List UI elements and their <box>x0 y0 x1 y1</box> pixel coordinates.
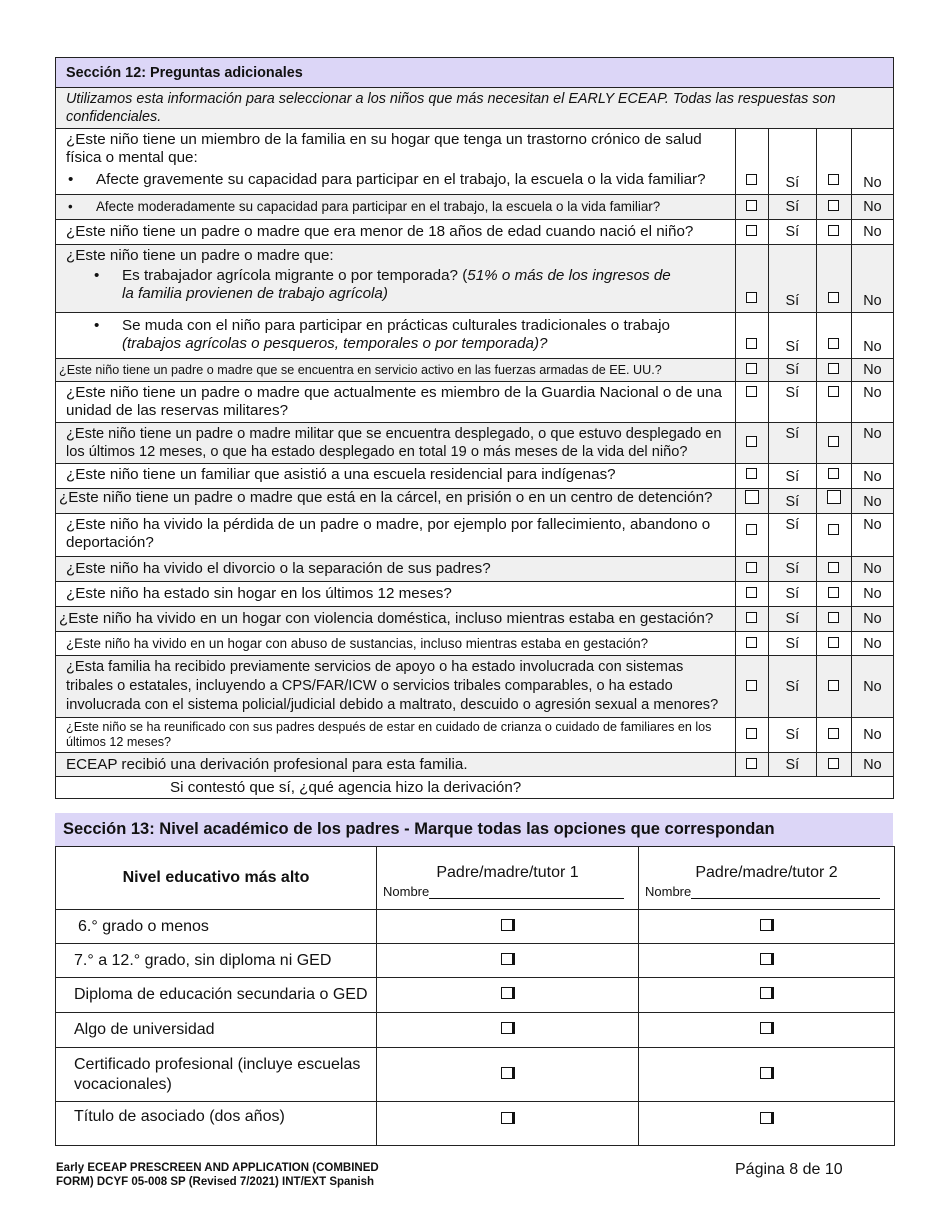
no-label: No <box>851 514 893 557</box>
question-label: ¿Este niño tiene un padre o madre que se encuentra en servicio activo en las fuerzas armadas de EE. UU.? <box>56 359 736 382</box>
no-checkbox[interactable] <box>828 174 839 185</box>
no-label: No <box>851 656 893 718</box>
yes-label: Sí <box>768 129 816 195</box>
yes-checkbox[interactable] <box>746 524 757 535</box>
yes-label: Sí <box>768 464 816 489</box>
no-checkbox[interactable] <box>828 200 839 211</box>
bullet: • <box>94 317 100 334</box>
question-label: ¿Este niño tiene un padre o madre que actualmente es miembro de la Guardia Nacional o de una unidad de las reservas militares? <box>56 382 736 423</box>
parent-1-checkbox[interactable] <box>501 953 515 965</box>
section-13 <box>55 846 895 1146</box>
question-label: ¿Este niño ha vivido la pérdida de un padre o madre, por ejemplo por fallecimiento, abandono o deportación? <box>56 514 736 557</box>
yes-checkbox[interactable] <box>746 338 757 349</box>
yes-checkbox[interactable] <box>746 562 757 573</box>
no-checkbox[interactable] <box>828 680 839 691</box>
question-label: ¿Este niño ha vivido en un hogar con violencia doméstica, incluso mientras estaba en gestación? <box>56 607 736 632</box>
parent-2-checkbox[interactable] <box>760 919 774 931</box>
education-level-label: Diploma de educación secundaria o GED <box>56 978 377 1013</box>
no-checkbox[interactable] <box>828 386 839 397</box>
question-label: ¿Este niño tiene un familiar que asistió a una escuela residencial para indígenas? <box>56 464 736 489</box>
no-label: No <box>851 753 893 777</box>
yes-checkbox[interactable] <box>745 490 759 504</box>
page-number: Página 8 de 10 <box>735 1161 843 1178</box>
question-label: ¿Este niño tiene un padre o madre que era menor de 18 años de edad cuando nació el niño? <box>56 220 736 245</box>
question-label: ¿Este niño se ha reunificado con sus padres después de estar en cuidado de crianza o cuidado de familiares en los últimos 12 meses? <box>56 718 736 753</box>
yes-checkbox[interactable] <box>746 587 757 598</box>
question-label: Afecte gravemente su capacidad para participar en el trabajo, la escuela o la vida familiar? <box>96 171 706 188</box>
yes-checkbox[interactable] <box>746 386 757 397</box>
no-checkbox[interactable] <box>828 225 839 236</box>
no-checkbox[interactable] <box>828 637 839 648</box>
question-note: 51% o más de los ingresos de la familia provienen de trabajo agrícola) <box>122 267 671 302</box>
parent-2-checkbox[interactable] <box>760 987 774 999</box>
bullet: • <box>68 171 74 188</box>
no-label: No <box>851 464 893 489</box>
name-label: Nombre <box>645 883 692 899</box>
section-12-title: Sección 12: Preguntas adicionales <box>56 58 894 88</box>
question-label: ¿Este niño ha vivido el divorcio o la separación de sus padres? <box>56 557 736 582</box>
yes-label: Sí <box>768 313 816 359</box>
no-checkbox[interactable] <box>828 612 839 623</box>
parent-1-checkbox[interactable] <box>501 1112 515 1124</box>
parent-2-checkbox[interactable] <box>760 953 774 965</box>
yes-checkbox[interactable] <box>746 292 757 303</box>
parent-2-header: Padre/madre/tutor 2 <box>695 863 838 881</box>
yes-label: Sí <box>768 359 816 382</box>
section-13-title: Sección 13: Nivel académico de los padres - Marque todas las opciones que correspondan <box>55 813 893 846</box>
parent-1-checkbox[interactable] <box>501 919 515 931</box>
yes-label: Sí <box>768 423 816 464</box>
yes-label: Sí <box>768 245 816 313</box>
education-level-label: Certificado profesional (incluye escuelas vocacionales) <box>56 1048 377 1102</box>
no-label: No <box>851 607 893 632</box>
no-checkbox[interactable] <box>828 338 839 349</box>
parent-1-checkbox[interactable] <box>501 1067 515 1079</box>
no-checkbox[interactable] <box>828 758 839 769</box>
parent-2-name-input[interactable] <box>691 886 880 899</box>
bullet: • <box>68 199 73 214</box>
parent-1-checkbox[interactable] <box>501 987 515 999</box>
yes-checkbox[interactable] <box>746 174 757 185</box>
yes-label: Sí <box>768 656 816 718</box>
yes-checkbox[interactable] <box>746 612 757 623</box>
no-label: No <box>851 313 893 359</box>
yes-label: Sí <box>768 753 816 777</box>
yes-checkbox[interactable] <box>746 225 757 236</box>
question-label: ¿Este niño ha estado sin hogar en los últimos 12 meses? <box>56 582 736 607</box>
question-label: Afecte moderadamente su capacidad para participar en el trabajo, la escuela o la vida familiar? <box>96 199 661 214</box>
education-level-label: 6.° grado o menos <box>56 910 377 944</box>
no-label: No <box>851 129 893 195</box>
no-label: No <box>851 195 893 220</box>
yes-label: Sí <box>768 557 816 582</box>
question-label: Se muda con el niño para participar en prácticas culturales tradicionales o trabajo <box>122 317 670 334</box>
no-label: No <box>851 382 893 423</box>
bullet: • <box>94 267 100 284</box>
yes-checkbox[interactable] <box>746 758 757 769</box>
no-label: No <box>851 359 893 382</box>
no-checkbox[interactable] <box>828 728 839 739</box>
question-label: ¿Esta familia ha recibido previamente servicios de apoyo o ha estado involucrada con sistemas tribales o estatales, incluyendo a CPS/FAR/ICW o servicios tribales comparables, o ha estado involucrada con el sistema policial/judicial debido a maltrato, descuido o agresión sexual a menores? <box>56 656 736 718</box>
no-checkbox[interactable] <box>828 292 839 303</box>
no-checkbox[interactable] <box>827 490 841 504</box>
question-label: Es trabajador agrícola migrante o por temporada? ( <box>122 267 468 284</box>
no-label: No <box>851 718 893 753</box>
form-id-line-1: Early ECEAP PRESCREEN AND APPLICATION (COMBINED <box>56 1162 379 1174</box>
question-label: ¿Este niño tiene un miembro de la familia en su hogar que tenga un trastorno crónico de salud física o mental que: <box>66 131 702 166</box>
no-label: No <box>851 557 893 582</box>
parent-1-checkbox[interactable] <box>501 1022 515 1034</box>
yes-checkbox[interactable] <box>746 363 757 374</box>
yes-label: Sí <box>768 632 816 656</box>
yes-label: Sí <box>768 718 816 753</box>
question-label: ¿Este niño tiene un padre o madre que está en la cárcel, en prisión o en un centro de detención? <box>56 489 736 514</box>
yes-checkbox[interactable] <box>746 436 757 447</box>
question-label: ECEAP recibió una derivación profesional para esta familia. <box>56 753 736 777</box>
yes-label: Sí <box>768 489 816 514</box>
education-level-label: Título de asociado (dos años) <box>56 1102 377 1146</box>
parent-2-checkbox[interactable] <box>760 1067 774 1079</box>
yes-label: Sí <box>768 514 816 557</box>
form-id-line-2: FORM) DCYF 05-008 SP (Revised 7/2021) INT/EXT Spanish <box>56 1176 375 1188</box>
yes-checkbox[interactable] <box>746 200 757 211</box>
question-label: ¿Este niño ha vivido en un hogar con abuso de sustancias, incluso mientras estaba en gestación? <box>56 632 736 656</box>
yes-checkbox[interactable] <box>746 468 757 479</box>
question-label: ¿Este niño tiene un padre o madre que: <box>66 247 334 264</box>
yes-checkbox[interactable] <box>746 637 757 648</box>
no-checkbox[interactable] <box>828 436 839 447</box>
yes-label: Sí <box>768 607 816 632</box>
no-checkbox[interactable] <box>828 524 839 535</box>
yes-label: Sí <box>768 195 816 220</box>
question-note: (trabajos agrícolas o pesqueros, temporales o por temporada)? <box>122 335 548 352</box>
no-label: No <box>851 220 893 245</box>
no-label: No <box>851 582 893 607</box>
name-label: Nombre <box>383 883 430 899</box>
education-level-label: 7.° a 12.° grado, sin diploma ni GED <box>56 944 377 978</box>
no-label: No <box>851 423 893 464</box>
parent-1-name-input[interactable] <box>429 886 624 899</box>
yes-checkbox[interactable] <box>746 680 757 691</box>
no-checkbox[interactable] <box>828 562 839 573</box>
yes-label: Sí <box>768 382 816 423</box>
no-label: No <box>851 489 893 514</box>
section-12-note: Utilizamos esta información para seleccionar a los niños que más necesitan el EARLY ECEAP. Todas las respuestas son confidenciales. <box>56 88 894 129</box>
no-label: No <box>851 632 893 656</box>
parent-2-checkbox[interactable] <box>760 1112 774 1124</box>
no-checkbox[interactable] <box>828 468 839 479</box>
parent-1-header: Padre/madre/tutor 1 <box>436 863 579 881</box>
yes-label: Sí <box>768 582 816 607</box>
no-checkbox[interactable] <box>828 587 839 598</box>
education-level-header: Nivel educativo más alto <box>56 847 377 910</box>
question-label: ¿Este niño tiene un padre o madre militar que se encuentra desplegado, o que estuvo desplegado en los últimos 12 meses, o que ha estado desplegado en total 19 o más meses de la vida del niño? <box>56 423 736 464</box>
referral-agency-field[interactable]: Si contestó que sí, ¿qué agencia hizo la derivación? <box>56 777 894 799</box>
section-12 <box>55 57 893 799</box>
form-footer <box>56 1161 379 1189</box>
yes-label: Sí <box>768 220 816 245</box>
no-checkbox[interactable] <box>828 363 839 374</box>
education-level-label: Algo de universidad <box>56 1013 377 1048</box>
yes-checkbox[interactable] <box>746 728 757 739</box>
no-label: No <box>851 245 893 313</box>
parent-2-checkbox[interactable] <box>760 1022 774 1034</box>
